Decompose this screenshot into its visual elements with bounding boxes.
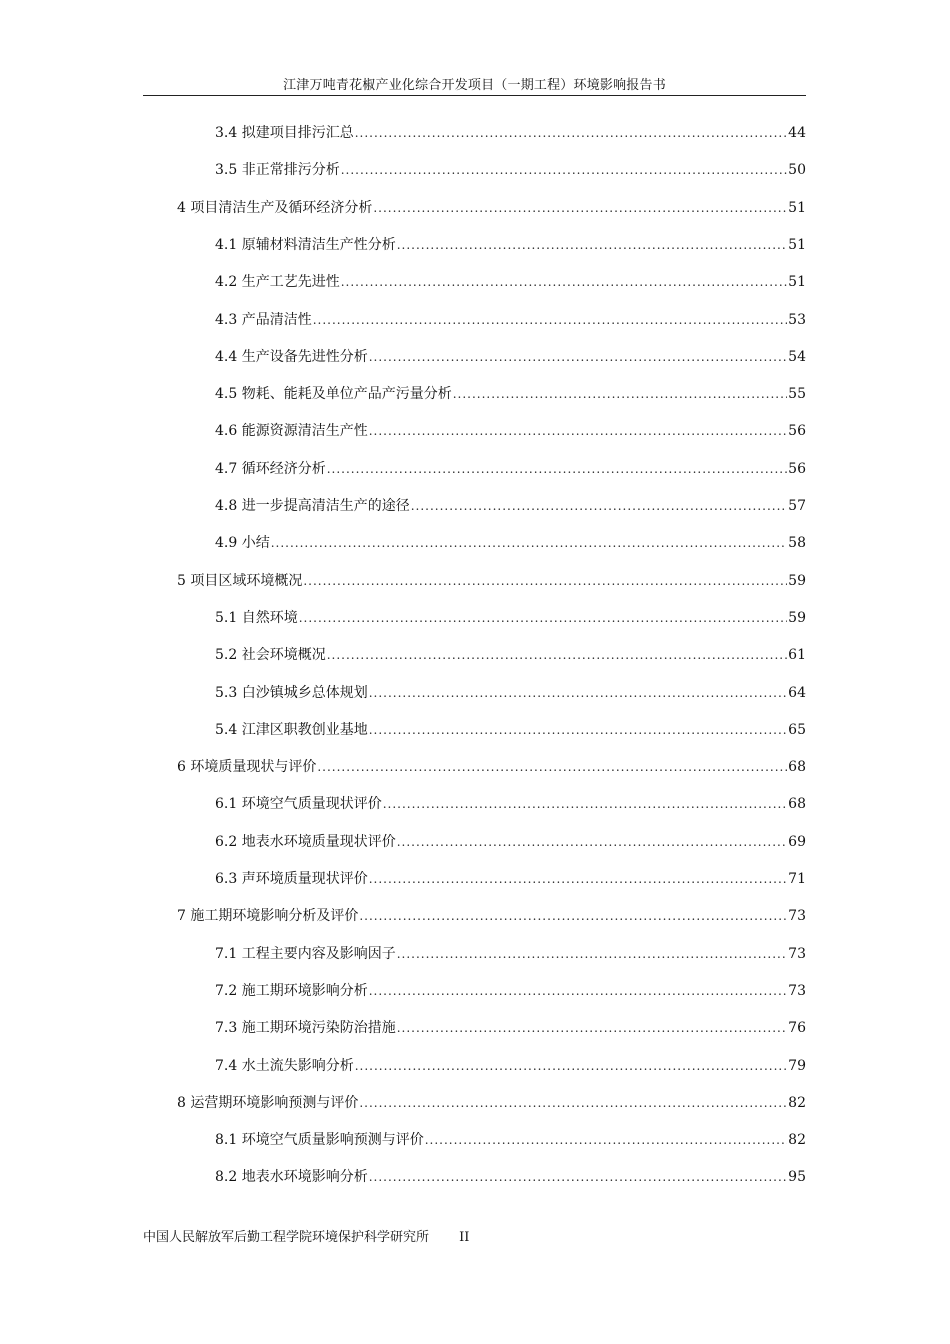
toc-entry-label: 4.3 产品清洁性 [215,312,312,328]
toc-entry-label: 7.4 水土流失影响分析 [215,1058,354,1074]
toc-entry-page: 65 [788,722,806,738]
toc-section-entry[interactable] [215,682,806,704]
toc-dot-leader [327,644,787,666]
toc-dot-leader [369,682,787,704]
toc-entry-label: 6.2 地表水环境质量现状评价 [215,834,396,850]
toc-dot-leader [303,570,787,592]
toc-dot-leader [397,831,787,853]
toc-section-entry[interactable] [215,719,806,741]
toc-entry-label: 5 项目区域环境概况 [177,573,303,589]
toc-section-entry[interactable] [215,234,806,256]
toc-section-entry[interactable] [215,383,806,405]
toc-dot-leader [313,309,787,331]
footer-page-number: II [459,1230,470,1245]
toc-entry-page: 51 [788,200,806,216]
toc-section-entry[interactable] [215,1017,806,1039]
toc-entry-page: 44 [788,125,806,141]
toc-section-entry[interactable] [215,943,806,965]
toc-entry-label: 3.5 非正常排污分析 [215,162,340,178]
toc-dot-leader [453,383,787,405]
toc-section-entry[interactable] [215,495,806,517]
toc-entry-label: 5.3 白沙镇城乡总体规划 [215,685,368,701]
toc-entry-page: 50 [788,162,806,178]
toc-entry-label: 8 运营期环境影响预测与评价 [177,1095,359,1111]
toc-entry-label: 7.1 工程主要内容及影响因子 [215,946,396,962]
toc-entry-page: 95 [788,1169,806,1185]
toc-entry-page: 61 [788,647,806,663]
toc-entry-page: 73 [788,946,806,962]
toc-dot-leader [271,532,787,554]
toc-dot-leader [369,980,787,1002]
page-header-title: 江津万吨青花椒产业化综合开发项目（一期工程）环境影响报告书 [283,78,666,93]
toc-chapter-entry[interactable] [177,1092,806,1114]
toc-entry-label: 4.1 原辅材料清洁生产性分析 [215,237,396,253]
toc-dot-leader [397,1017,787,1039]
toc-entry-label: 3.4 拟建项目排污汇总 [215,125,354,141]
toc-entry-page: 64 [788,685,806,701]
toc-section-entry[interactable] [215,532,806,554]
toc-entry-page: 79 [788,1058,806,1074]
toc-entry-label: 6 环境质量现状与评价 [177,759,317,775]
toc-section-entry[interactable] [215,644,806,666]
toc-entry-label: 8.1 环境空气质量影响预测与评价 [215,1132,424,1148]
toc-entry-label: 4.6 能源资源清洁生产性 [215,423,368,439]
toc-chapter-entry[interactable] [177,756,806,778]
toc-section-entry[interactable] [215,793,806,815]
toc-entry-page: 56 [788,461,806,477]
toc-section-entry[interactable] [215,346,806,368]
toc-dot-leader [425,1129,787,1151]
toc-section-entry[interactable] [215,420,806,442]
toc-section-entry[interactable] [215,831,806,853]
toc-section-entry[interactable] [215,868,806,890]
toc-dot-leader [397,943,787,965]
toc-section-entry[interactable] [215,1055,806,1077]
toc-entry-label: 7.2 施工期环境影响分析 [215,983,368,999]
toc-entry-label: 4.9 小结 [215,535,270,551]
footer-organization: 中国人民解放军后勤工程学院环境保护科学研究所 [143,1230,430,1245]
toc-dot-leader [359,1092,787,1114]
toc-section-entry[interactable] [215,159,806,181]
toc-entry-page: 55 [788,386,806,402]
toc-section-entry[interactable] [215,980,806,1002]
toc-section-entry[interactable] [215,458,806,480]
toc-section-entry[interactable] [215,607,806,629]
toc-section-entry[interactable] [215,1129,806,1151]
toc-dot-leader [299,607,787,629]
toc-entry-page: 73 [788,983,806,999]
toc-entry-page: 69 [788,834,806,850]
toc-entry-page: 73 [788,908,806,924]
toc-dot-leader [359,905,787,927]
toc-entry-page: 51 [788,237,806,253]
toc-entry-page: 68 [788,759,806,775]
toc-entry-page: 68 [788,796,806,812]
toc-entry-label: 5.1 自然环境 [215,610,298,626]
toc-section-entry[interactable] [215,122,806,144]
toc-dot-leader [355,122,787,144]
toc-entry-page: 57 [788,498,806,514]
toc-chapter-entry[interactable] [177,570,806,592]
toc-entry-label: 6.1 环境空气质量现状评价 [215,796,382,812]
toc-dot-leader [355,1055,787,1077]
toc-entry-page: 54 [788,349,806,365]
toc-entry-label: 7.3 施工期环境污染防治措施 [215,1020,396,1036]
toc-entry-page: 59 [788,573,806,589]
toc-entry-page: 59 [788,610,806,626]
toc-entry-label: 4 项目清洁生产及循环经济分析 [177,200,373,216]
toc-chapter-entry[interactable] [177,905,806,927]
toc-entry-page: 76 [788,1020,806,1036]
page-footer [143,1229,469,1247]
toc-dot-leader [327,458,787,480]
toc-section-entry[interactable] [215,271,806,293]
toc-entry-page: 58 [788,535,806,551]
toc-entry-page: 71 [788,871,806,887]
toc-dot-leader [369,868,787,890]
toc-entry-page: 82 [788,1132,806,1148]
toc-entry-page: 56 [788,423,806,439]
toc-section-entry[interactable] [215,1166,806,1188]
toc-dot-leader [369,1166,787,1188]
toc-dot-leader [369,420,787,442]
toc-entry-page: 82 [788,1095,806,1111]
toc-entry-page: 53 [788,312,806,328]
toc-dot-leader [341,271,787,293]
toc-dot-leader [373,197,787,219]
toc-entry-label: 8.2 地表水环境影响分析 [215,1169,368,1185]
toc-section-entry[interactable] [215,309,806,331]
toc-entry-label: 7 施工期环境影响分析及评价 [177,908,359,924]
toc-entry-label: 4.8 进一步提高清洁生产的途径 [215,498,410,514]
toc-entry-label: 4.4 生产设备先进性分析 [215,349,368,365]
toc-dot-leader [397,234,787,256]
toc-dot-leader [383,793,787,815]
toc-entry-label: 5.4 江津区职教创业基地 [215,722,368,738]
toc-chapter-entry[interactable] [177,197,806,219]
toc-dot-leader [369,719,787,741]
toc-dot-leader [341,159,787,181]
toc-entry-label: 4.5 物耗、能耗及单位产品产污量分析 [215,386,452,402]
toc-entry-label: 5.2 社会环境概况 [215,647,326,663]
toc-entry-label: 4.2 生产工艺先进性 [215,274,340,290]
toc-dot-leader [411,495,787,517]
toc-entry-page: 51 [788,274,806,290]
toc-entry-label: 6.3 声环境质量现状评价 [215,871,368,887]
toc-dot-leader [369,346,787,368]
toc-dot-leader [317,756,787,778]
toc-entry-label: 4.7 循环经济分析 [215,461,326,477]
